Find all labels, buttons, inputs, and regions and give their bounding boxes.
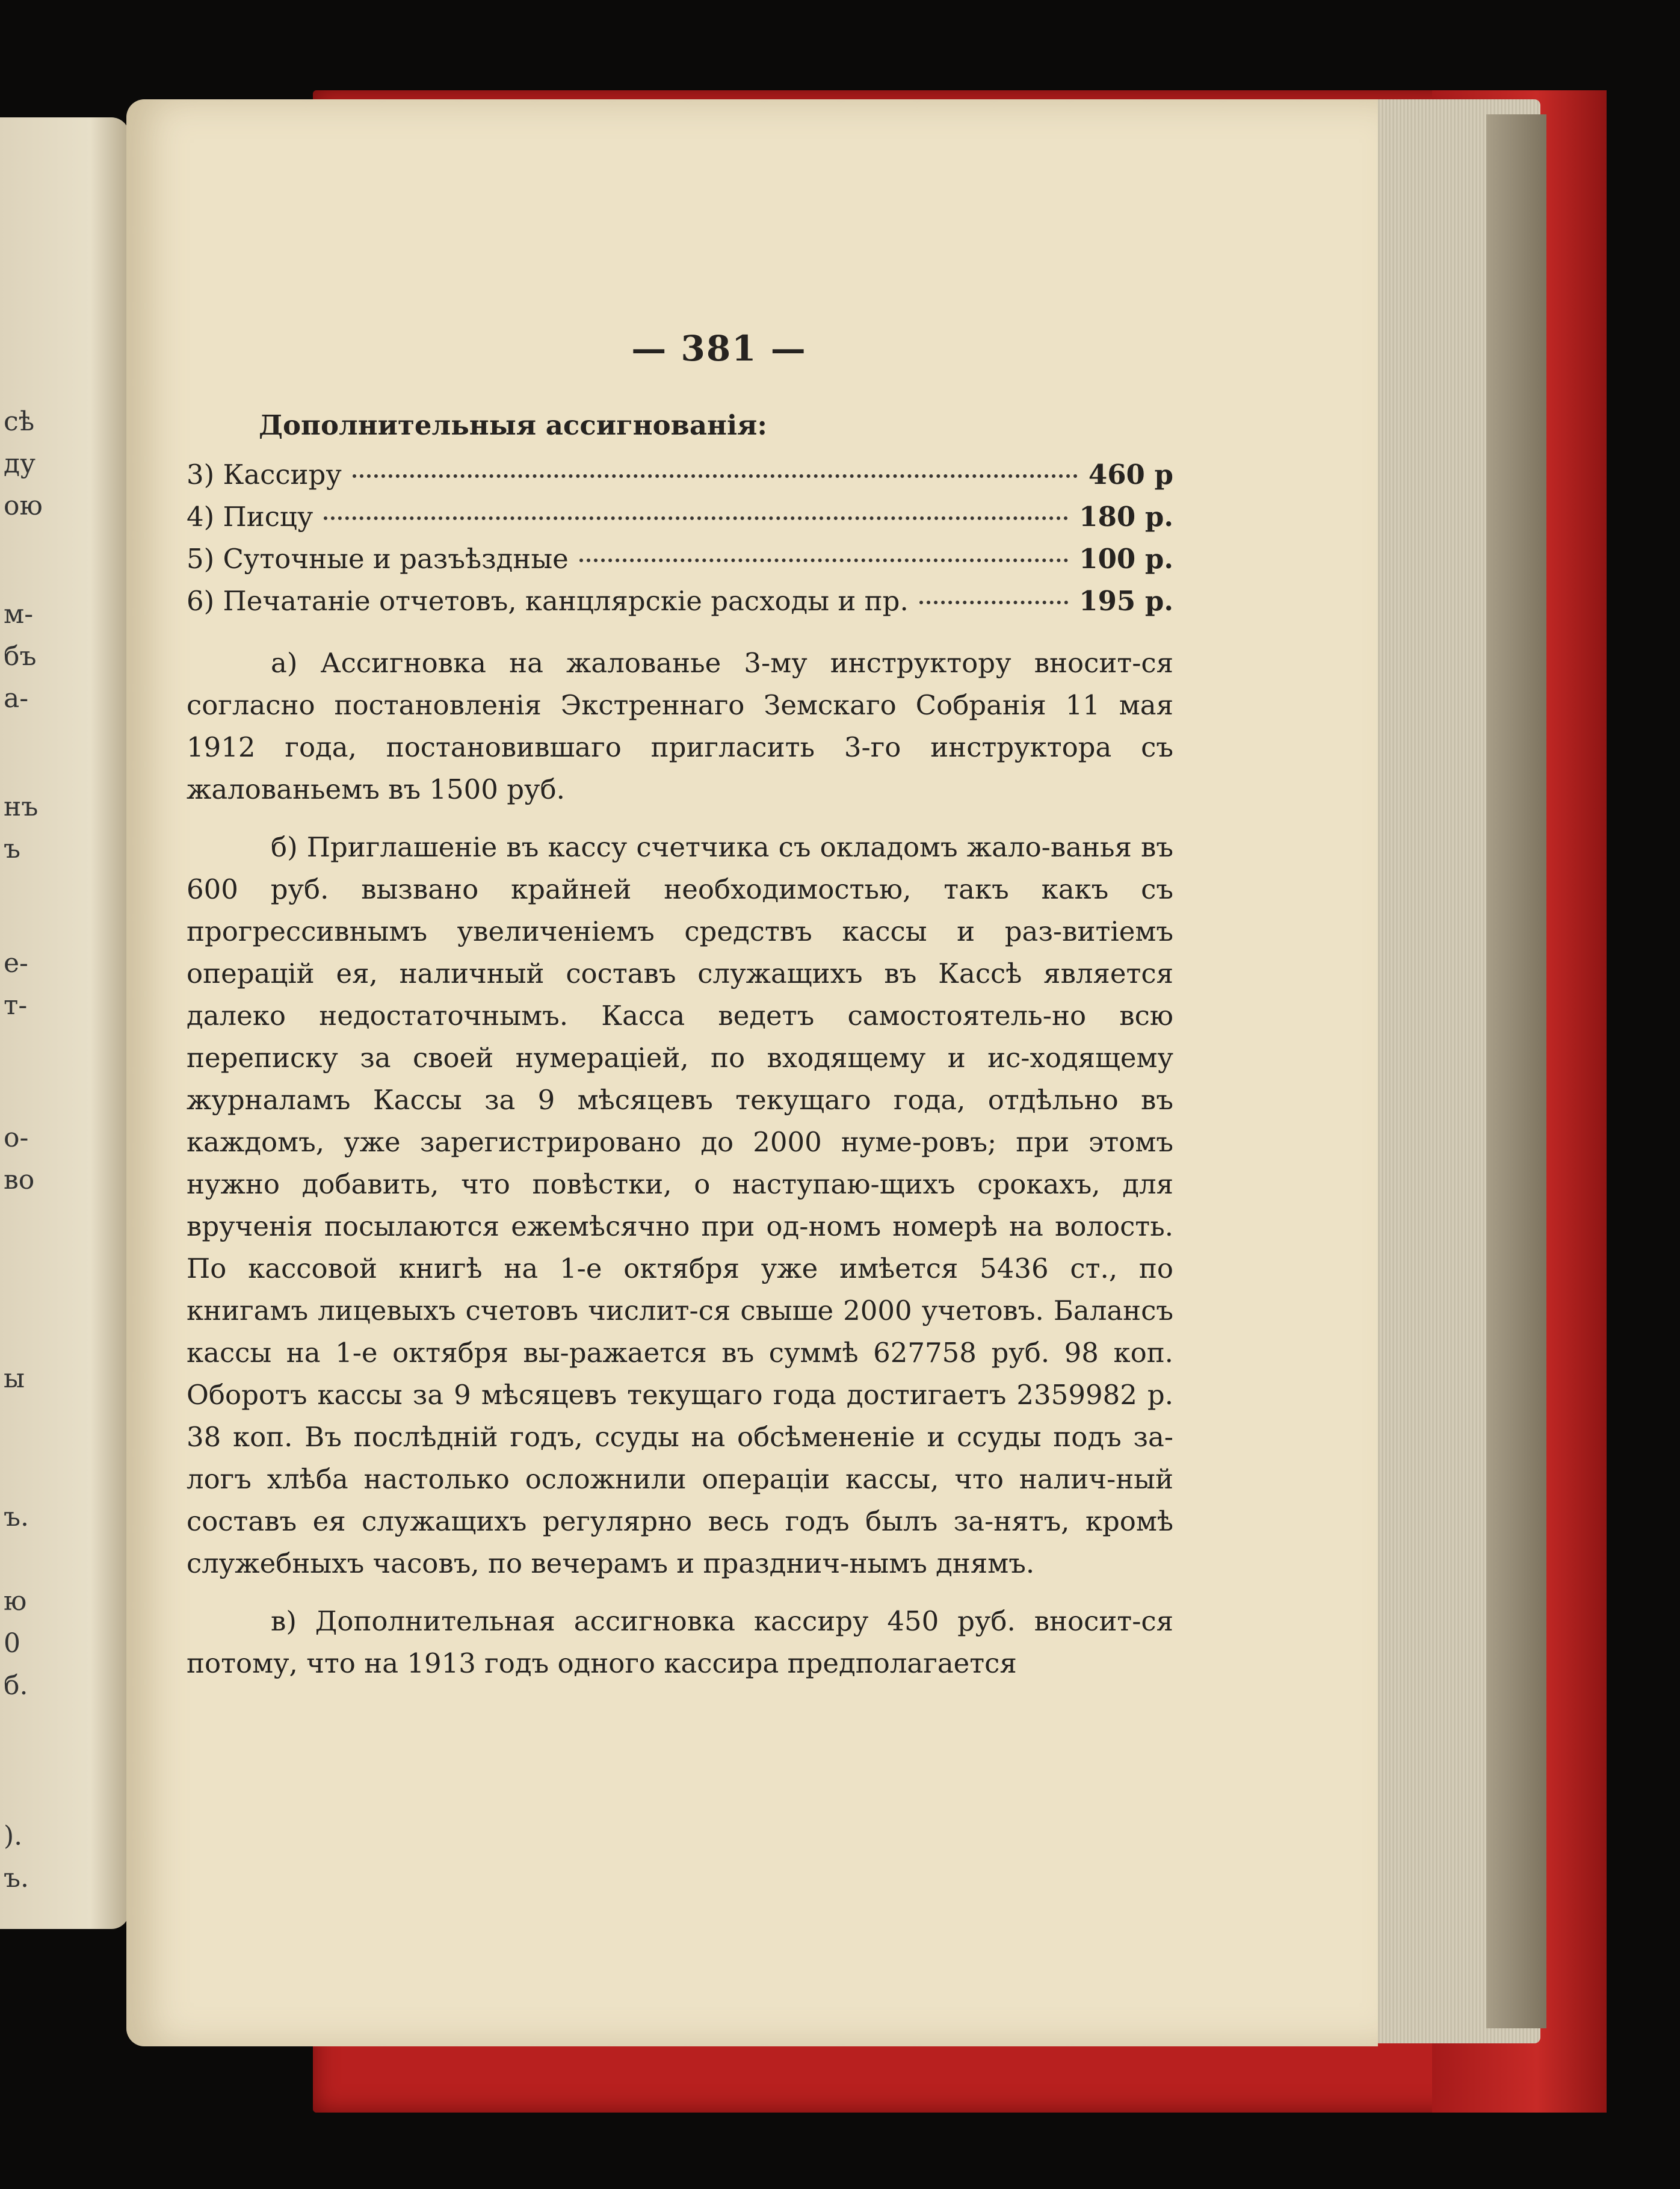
left-page-fragment: а- [4, 683, 29, 714]
left-page-fragment: т- [4, 990, 28, 1021]
item-label: 5) Суточные и разъѣздные [187, 543, 569, 575]
appropriations-list [187, 454, 1173, 623]
left-page-fragment: бъ [4, 641, 37, 672]
left-page-fragment: 0 [4, 1628, 20, 1659]
leader-dots [353, 474, 1078, 478]
item-amount: 100 р. [1079, 543, 1173, 575]
section-heading: Дополнительныя ассигнованія: [259, 409, 767, 441]
left-page-fragment: ду [4, 448, 36, 479]
left-page-fragment: ы [4, 1363, 25, 1394]
left-page-fragment: б. [4, 1670, 28, 1701]
left-page-fragment: ою [4, 491, 43, 521]
item-label: 3) Кассиру [187, 459, 342, 491]
paragraph-a: а) Ассигновка на жалованье 3-му инструктору вносит-ся согласно постановленія Экстреннаго Земскаго Собранія 11 мая 1912 года, постановившаго пригласить 3-го инструктора съ жалованьемъ въ 1500 руб. [187, 647, 1173, 805]
list-item [187, 539, 1173, 581]
left-page [0, 117, 129, 1929]
left-page-fragment: сѣ [4, 406, 35, 437]
left-page-fragment: ъ [4, 834, 20, 864]
item-amount: 180 р. [1079, 501, 1173, 533]
item-amount: 195 р. [1079, 585, 1173, 617]
left-page-fragment: м- [4, 599, 34, 630]
list-item [187, 581, 1173, 623]
left-page-fragment: ъ. [4, 1502, 29, 1532]
leader-dots [579, 559, 1068, 562]
leader-dots [919, 601, 1068, 604]
left-page-fragment: ю [4, 1586, 27, 1617]
item-label: 4) Писцу [187, 501, 313, 533]
item-label: 6) Печатаніе отчетовъ, канцлярскіе расходы и пр. [187, 585, 909, 617]
left-page-fragment: нъ [4, 791, 39, 822]
leader-dots [324, 516, 1068, 520]
left-page-fragment: е- [4, 948, 28, 979]
paragraph-v: в) Дополнительная ассигновка кассиру 450 руб. вносит-ся потому, что на 1913 годъ одного кассира предполагается [187, 1605, 1173, 1679]
page-content [187, 328, 1173, 1700]
item-amount: 460 р [1088, 459, 1173, 491]
list-item [187, 454, 1173, 497]
paragraph-b: б) Приглашеніе въ кассу счетчика съ окладомъ жало-ванья въ 600 руб. вызвано крайней необходимостью, такъ какъ съ прогрессивнымъ увеличеніемъ средствъ кассы и раз-витіемъ операцій ея, наличный составъ служащихъ въ Кассѣ является далеко недостаточнымъ. Касса ведетъ самостоятель-но всю переписку за своей нумераціей, по входящему и ис-ходящему журналамъ Кассы за 9 мѣсяцевъ текущаго года, отдѣльно въ каждомъ, уже зарегистрировано до 2000 нуме-ровъ; при этомъ нужно добавить, что повѣстки, о наступаю-щихъ срокахъ, для врученія посылаются ежемѣсячно при од-номъ номерѣ на волость. По кассовой книгѣ на 1-е октября уже имѣется 5436 ст., по книгамъ лицевыхъ счетовъ числит-ся свыше 2000 учетовъ. Балансъ кассы на 1-е октября вы-ражается въ суммѣ 627758 руб. 98 коп. Оборотъ кассы за 9 мѣсяцевъ текущаго года достигаетъ 2359982 р. 38 коп. Въ послѣдній годъ, ссуды на обсѣмененіе и ссуды подъ за-логъ хлѣба настолько осложнили операціи кассы, что налич-ный составъ ея служащихъ регулярно весь годъ былъ за-нятъ, кромѣ служебныхъ часовъ, по вечерамъ и празднич-нымъ днямъ. [187, 831, 1173, 1579]
page-number: — 381 — [631, 328, 807, 369]
page-stack-shadow [1486, 114, 1546, 2028]
list-item [187, 497, 1173, 539]
left-page-fragment: ъ. [4, 1863, 29, 1893]
left-page-fragment: ). [4, 1821, 23, 1851]
left-page-fragment: о- [4, 1122, 29, 1153]
left-page-fragment: во [4, 1165, 35, 1195]
